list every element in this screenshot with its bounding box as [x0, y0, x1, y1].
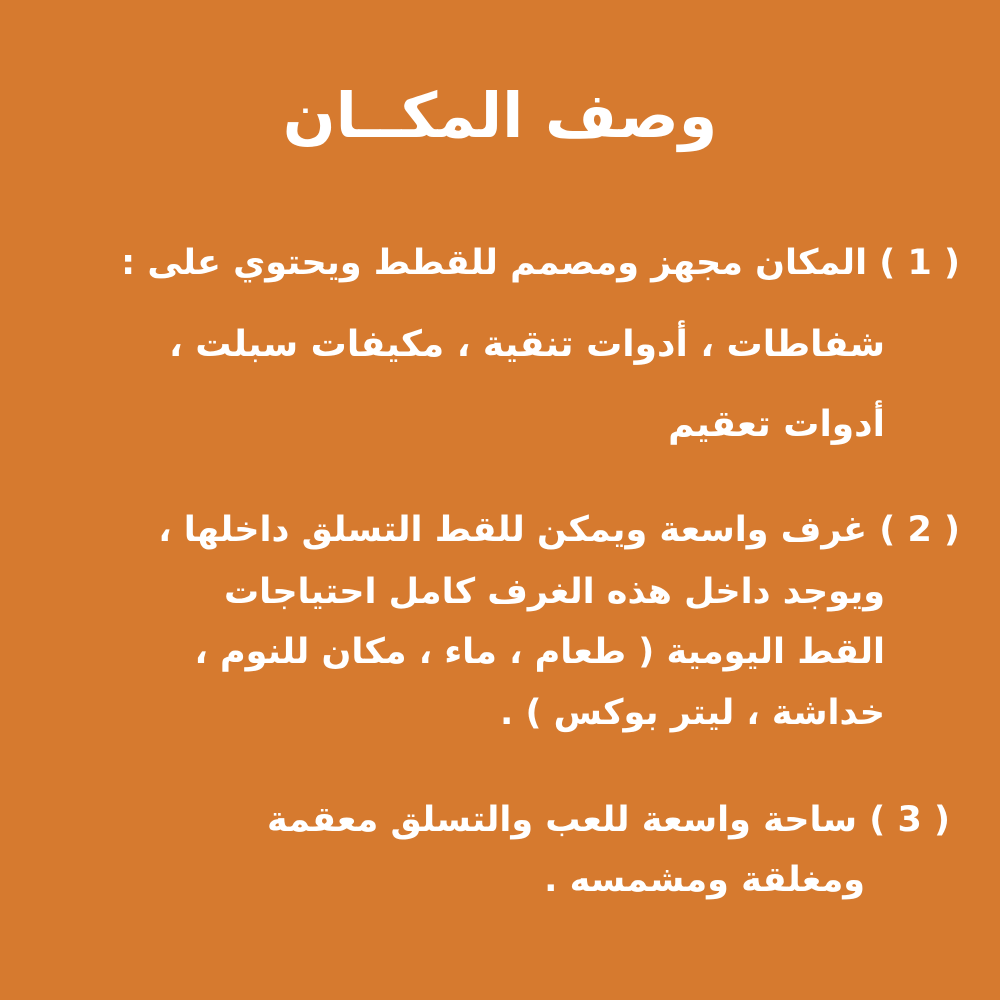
section-1-line-3: أدوات تعقيم: [668, 404, 885, 445]
section-2-line-4: خداشة ، ليتر بوكس ) .: [500, 693, 885, 733]
section-2-text-1: غرف واسعة ويمكن للقط التسلق داخلها ،: [158, 510, 868, 550]
section-3-text-1: ساحة واسعة للعب والتسلق معقمة: [267, 800, 858, 840]
section-1-line-2: شفاطات ، أدوات تنقية ، مكيفات سبلت ،: [169, 324, 885, 365]
section-2-line-2: ويوجد داخل هذه الغرف كامل احتياجات: [224, 572, 885, 612]
section-3-line-1: [267, 795, 950, 845]
section-2-number: ( 2 ): [879, 510, 960, 550]
section-3-line-2: ومغلقة ومشمسه .: [544, 860, 865, 900]
section-2-line-3: القط اليومية ( طعام ، ماء ، مكان للنوم ،: [194, 632, 885, 672]
section-1-text-1: المكان مجهز ومصمم للقطط ويحتوي على :: [121, 243, 868, 283]
section-1-number: ( 1 ): [879, 243, 960, 283]
page-title: وصف المكــان: [282, 79, 718, 152]
section-2-line-1: [158, 505, 960, 555]
section-3-number: ( 3 ): [869, 800, 950, 840]
section-1-line-1: [121, 238, 960, 288]
